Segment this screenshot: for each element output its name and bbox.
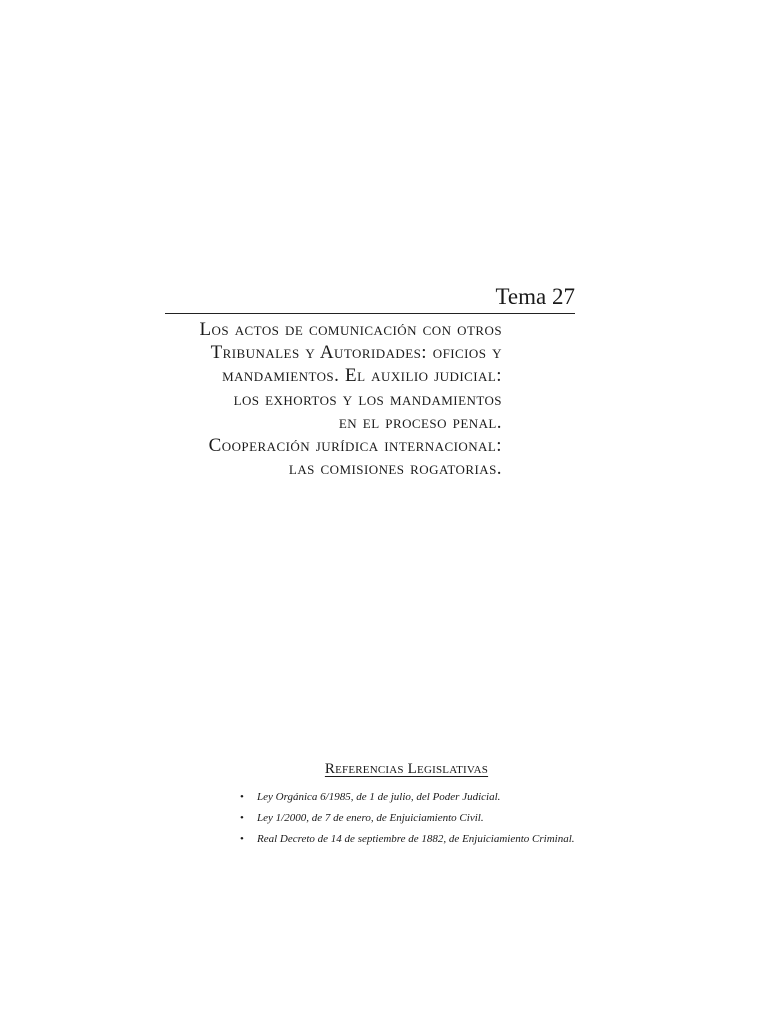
bullet-icon: •	[240, 812, 244, 824]
reference-item	[240, 813, 580, 825]
heading-line: los exhortos y los mandamientos	[233, 388, 502, 410]
chapter-title: Tema 27	[495, 284, 575, 309]
reference-item	[240, 834, 580, 846]
heading-line: las comisiones rogatorias.	[288, 458, 502, 480]
bullet-icon: •	[240, 791, 244, 803]
reference-text: Real Decreto de 14 de septiembre de 1882, de Enjuiciamiento Criminal.	[257, 833, 575, 845]
references-title: Referencias Legislativas	[324, 761, 489, 777]
chapter-heading	[160, 318, 502, 480]
bullet-icon: •	[240, 833, 244, 845]
reference-text: Ley Orgánica 6/1985, de 1 de julio, del Poder Judicial.	[257, 791, 501, 803]
heading-line: en el proceso penal.	[338, 411, 502, 433]
heading-line: Cooperación jurídica internacional:	[208, 435, 502, 457]
reference-text: Ley 1/2000, de 7 de enero, de Enjuiciamiento Civil.	[257, 812, 484, 824]
heading-line: mandamientos. El auxilio judicial:	[222, 365, 502, 387]
references-list	[240, 792, 580, 855]
references-heading	[240, 758, 573, 780]
reference-item	[240, 792, 580, 804]
heading-line: Tribunales y Autoridades: oficios y	[210, 342, 502, 364]
title-divider	[165, 313, 575, 314]
heading-line: Los actos de comunicación con otros	[199, 319, 502, 340]
